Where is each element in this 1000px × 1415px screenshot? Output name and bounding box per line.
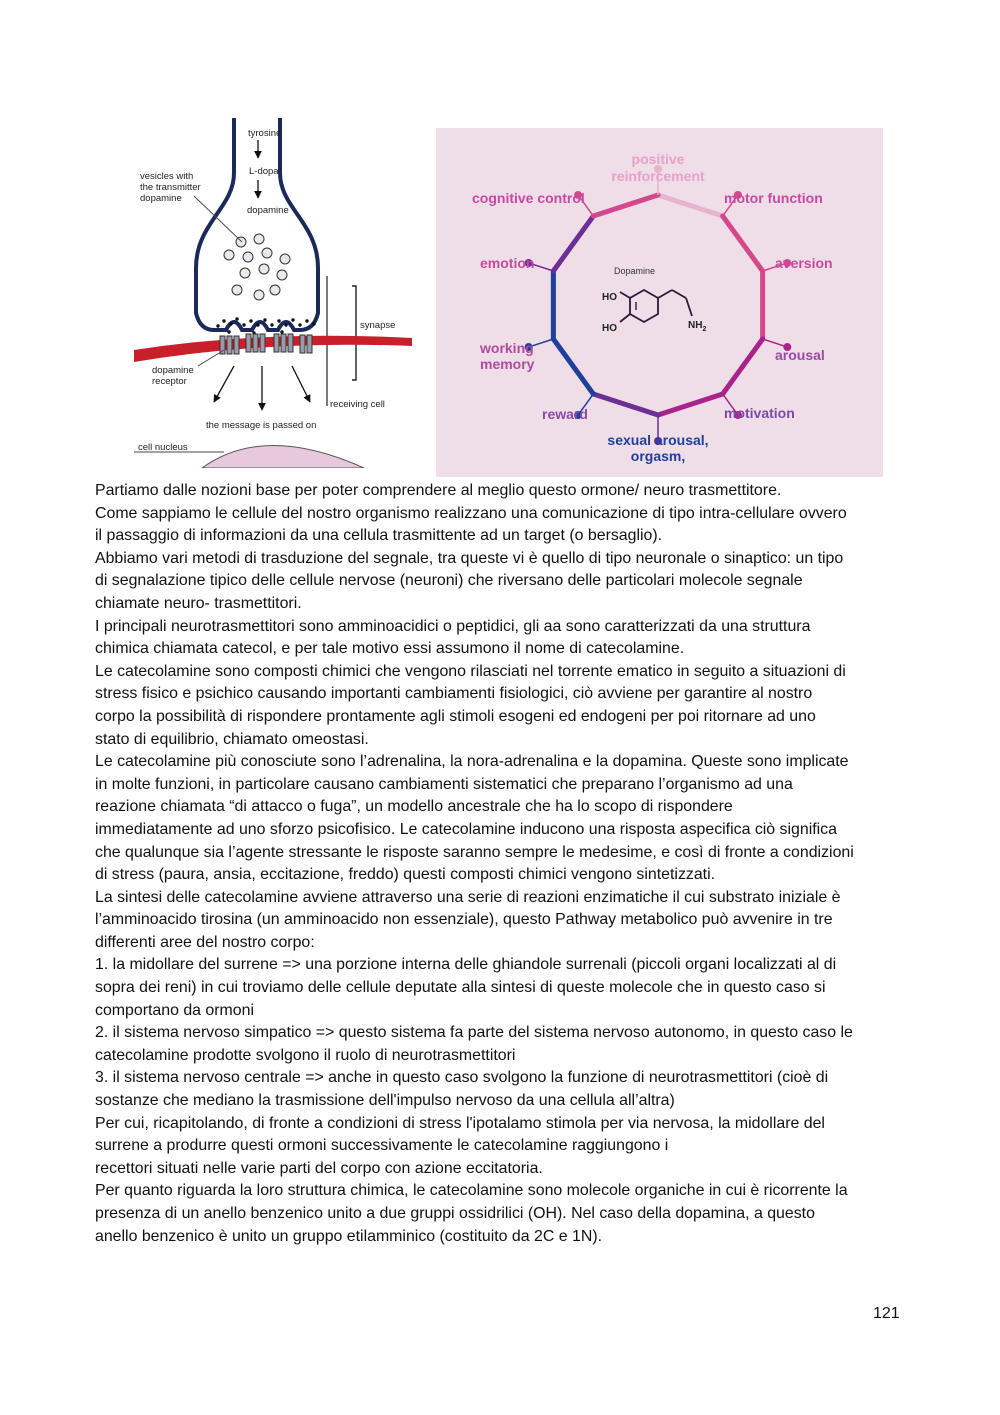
label-reward: reward: [542, 406, 588, 422]
text-line: stress fisico e psichico causando importanti cambiamenti fisiologici, ciò avviene per garantire al nostro: [95, 685, 813, 703]
text-line: differenti aree del nostro corpo:: [95, 933, 315, 951]
text-line: Per cui, ricapitolando, di fronte a condizioni di stress l'ipotalamo stimola per via nervosa, la midollare del: [95, 1114, 825, 1132]
label-tyrosine: tyrosine: [248, 128, 282, 139]
text-line: di segnalazione tipico delle cellule nervose (neuroni) che riversano delle particolari molecole segnale: [95, 572, 803, 590]
label-sexual-arousal: sexual arousal,: [607, 432, 709, 448]
label-arousal: arousal: [775, 347, 825, 363]
label-receptor-1: dopamine: [152, 365, 194, 376]
cell-nucleus: [202, 446, 364, 469]
label-vesicles-3: dopamine: [140, 193, 182, 204]
text-line: reazione chiamata “di attacco o fuga”, un modello ancestrale che ha lo scopo di rispondere: [95, 798, 733, 816]
text-line: chiamate neuro- trasmettitori.: [95, 594, 302, 612]
text-line: Per quanto riguarda la loro struttura chimica, le catecolamine sono molecole organiche in cui è ricorrente la: [95, 1182, 848, 1200]
label-motivation: motivation: [724, 405, 795, 421]
label-emotion: emotion: [480, 255, 535, 271]
text-line: sopra dei reni) in cui troviamo delle cellule deputate alla sintesi di queste molecole che in questo caso si: [95, 979, 826, 997]
text-line: 1. la midollare del surrene => una porzione interna delle ghiandole surrenali (piccoli organi localizzati al di: [95, 956, 837, 974]
label-aversion: aversion: [775, 255, 833, 271]
text-line: chimica chiamata catecol, e per tale motivo essi assumono il nome di catecolamine.: [95, 640, 685, 658]
text-line: di stress (paura, ansia, eccitazione, freddo) questi composti chimici vengono sintetizzati.: [95, 866, 716, 884]
text-line: anello benzenico è unito un gruppo etilamminico (costituito da 2C e 1N).: [95, 1227, 603, 1245]
label-l-dopa: L-dopa: [249, 166, 279, 177]
text-line: recettori situati nelle varie parti del corpo con azione eccitatoria.: [95, 1159, 543, 1177]
label-vesicles-1: vesicles with: [140, 171, 194, 182]
text-line: catecolamine prodotte svolgono il ruolo di neurotrasmettitori: [95, 1046, 516, 1064]
synapse-diagram: [134, 118, 412, 468]
text-line: che qualunque sia l’agente stressante le risposte saranno sempre le medesime, e così di fronte a condizioni: [95, 843, 854, 861]
label-message: the message is passed on: [206, 420, 317, 431]
vesicles: [224, 234, 290, 300]
text-line: Come sappiamo le cellule del nostro organismo realizzano una comunicazione di tipo intra-cellulare ovvero: [95, 504, 847, 522]
label-receptor-2: receptor: [152, 376, 187, 387]
text-line: il passaggio di informazioni da una cellula trasmittente ad un target (o bersaglio).: [95, 527, 663, 545]
text-line: l’amminoacido tirosina (un amminoacido non essenziale), questo Pathway metabolico può avvenire in tre: [95, 911, 833, 929]
text-line: in molte funzioni, in particolare causano cambiamenti sistematici che preparano l’organismo ad una: [95, 775, 793, 793]
dopamine-functions-diagram: [436, 128, 883, 477]
text-line: 3. il sistema nervoso centrale => anche in questo caso svolgono la funzione di neurotrasmettitori (cioè di: [95, 1069, 829, 1087]
label-dopamine-center: Dopamine: [614, 266, 656, 276]
text-line: Abbiamo vari metodi di trasduzione del segnale, tra queste vi è quello di tipo neuronale o sinaptico: un tipo: [95, 549, 844, 567]
label-orgasm: orgasm,: [630, 448, 686, 464]
text-line: sostanze che mediano la trasmissione dell'impulso nervoso da una cellula all’altra): [95, 1092, 675, 1110]
label-ho-bottom: HO: [602, 323, 617, 334]
label-receiving-cell: receiving cell: [330, 399, 385, 410]
text-line: stato di equilibrio, chiamato omeostasi.: [95, 730, 369, 748]
text-line: La sintesi delle catecolamine avviene attraverso una serie di reazioni enzimatiche il cui substrato iniziale è: [95, 888, 841, 906]
label-vesicles-2: the transmitter: [140, 182, 201, 193]
pathway-arrows: [214, 140, 310, 410]
postsynaptic-membrane: [134, 336, 412, 362]
text-line: Le catecolamine sono composti chimici che vengono rilasciati nel torrente ematico in seguito a situazioni di: [95, 662, 846, 680]
label-nh2: $NH_2$: [688, 320, 707, 333]
label-cell-nucleus: cell nucleus: [138, 442, 188, 453]
text-line: Partiamo dalle nozioni base per poter comprendere al meglio questo ormone/ neuro trasmettitore.: [95, 482, 782, 499]
label-synapse: synapse: [360, 320, 396, 331]
text-line: comportano da ormoni: [95, 1001, 254, 1019]
page-number: 121: [873, 1305, 900, 1322]
label-cognitive-control: cognitive control: [472, 190, 585, 206]
synapse-bracket: [352, 286, 356, 380]
text-line: I principali neurotrasmettitori sono amminoacidici o peptidici, gli aa sono caratterizzati da una struttura: [95, 617, 811, 635]
text-line: corpo la possibilità di rispondere prontamente agli stimoli esogeni ed endogeni per poi ritornare ad uno: [95, 707, 816, 725]
text-line: 2. il sistema nervoso simpatico => questo sistema fa parte del sistema nervoso autonomo, in questo caso le: [95, 1024, 853, 1042]
text-line: Le catecolamine più conosciute sono l’adrenalina, la nora-adrenalina e la dopamina. Queste sono implicate: [95, 753, 849, 771]
label-ho-top: HO: [602, 292, 617, 303]
label-motor-function: motor function: [724, 190, 823, 206]
label-dopamine: dopamine: [247, 205, 289, 216]
label-positive: positive: [631, 151, 685, 167]
text-line: immediatamente ad uno sforzo psicofisico. Le catecolamine inducono una risposta aspecifica ciò significa: [95, 820, 837, 838]
label-memory: memory: [480, 356, 535, 372]
text-line: presenza di un anello benzenico unito a due gruppi ossidrilici (OH). Nel caso della dopamina, a questo: [95, 1205, 815, 1222]
label-reinforcement: reinforcement: [611, 168, 705, 184]
text-line: surrene a produrre questi ormoni successivamente le catecolamine raggiungono i: [95, 1137, 669, 1155]
body-text: [95, 480, 910, 1248]
label-working: working: [480, 340, 534, 356]
